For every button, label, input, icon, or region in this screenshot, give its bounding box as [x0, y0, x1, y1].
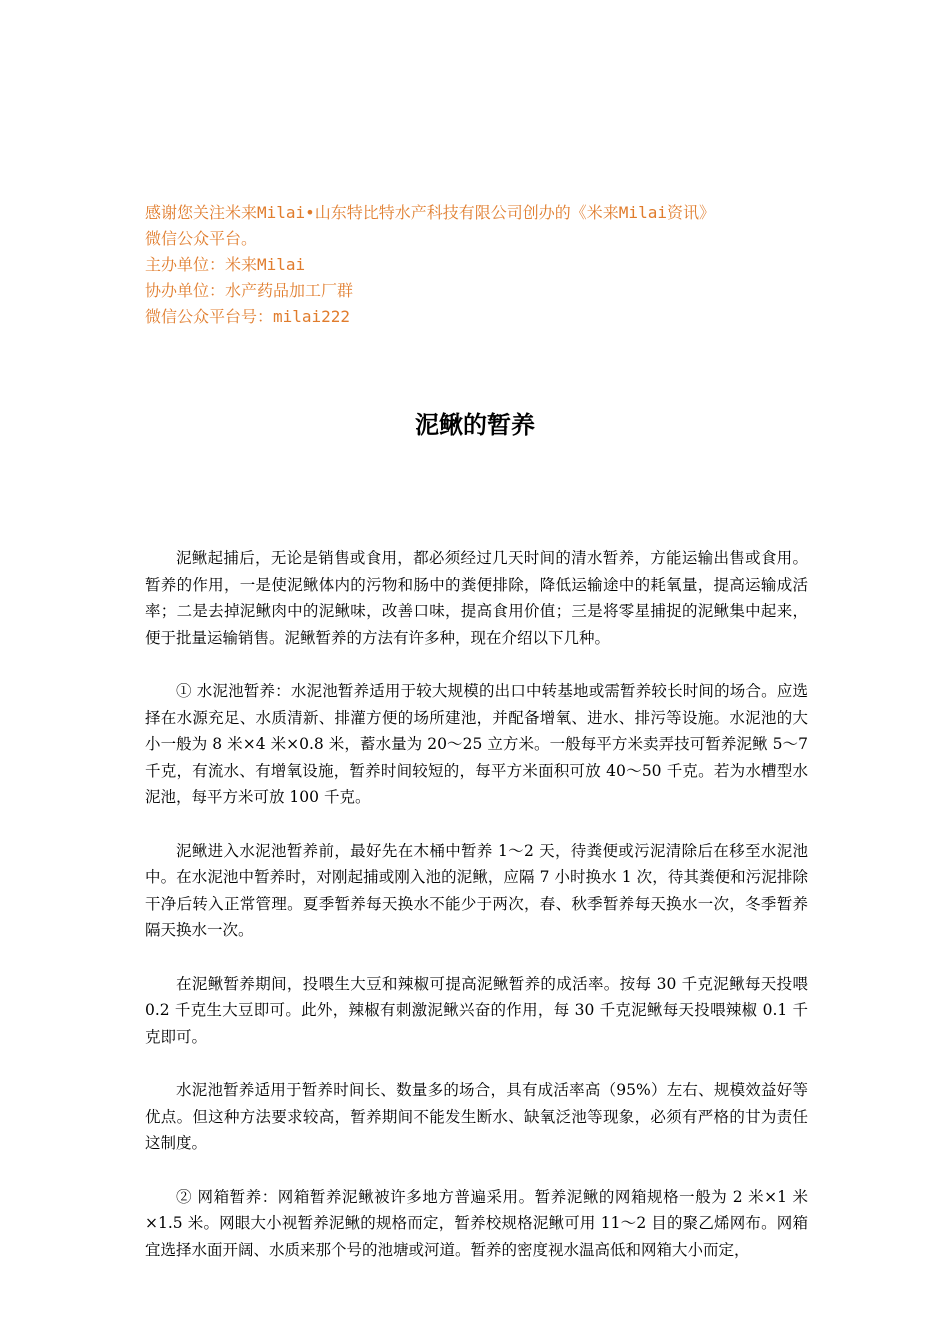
article-title: 泥鳅的暂养: [415, 410, 535, 439]
paragraph-cement-pool-summary: 水泥池暂养适用于暂养时间长、数量多的场合，具有成活率高（95%）左右、规模效益好等优点。但这种方法要求较高，暂养期间不能发生断水、缺氧泛池等现象，必须有严格的甘为责任这制度。: [145, 1081, 808, 1152]
publisher-header: [145, 200, 815, 330]
header-line-organizer: 主办单位：米来Milai: [145, 255, 306, 274]
paragraph-feeding: 在泥鳅暂养期间，投喂生大豆和辣椒可提高泥鳅暂养的成活率。按每 30 千克泥鳅每天投喂 0.2 千克生大豆即可。此外，辣椒有刺激泥鳅兴奋的作用，每 30 千克泥鳅每天投喂辣椒 0.1 千克即可。: [145, 974, 808, 1046]
header-line-thanks: 感谢您关注米来Milai•山东特比特水产科技有限公司创办的《米来Milai资讯》: [145, 203, 715, 222]
paragraph-intro: 泥鳅起捕后，无论是销售或食用，都必须经过几天时间的清水暂养，方能运输出售或食用。暂养的作用，一是使泥鳅体内的污物和肠中的粪便排除，降低运输途中的耗氧量，提高运输成活率；二是去掉泥鳅肉中的泥鳅味，改善口味，提高食用价值；三是将零星捕捉的泥鳅集中起来，便于批量运输销售。泥鳅暂养的方法有许多种，现在介绍以下几种。: [145, 549, 808, 647]
paragraph-net-cage: ② 网箱暂养：网箱暂养泥鳅被许多地方普遍采用。暂养泥鳅的网箱规格一般为 2 米×1 米×1.5 米。网眼大小视暂养泥鳅的规格而定，暂养校规格泥鳅可用 11～2 目的聚乙烯网布。网箱宜选择水面开阔、水质来那个号的池塘或河道。暂养的密度视水温高低和网箱大小而定，: [145, 1187, 808, 1259]
article-body: [145, 545, 808, 1290]
header-line-co-organizer: 协办单位：水产药品加工厂群: [145, 281, 354, 300]
header-line-account-id: 微信公众平台号：milai222: [145, 307, 351, 326]
paragraph-cement-pool-procedure: 泥鳅进入水泥池暂养前，最好先在木桶中暂养 1～2 天，待粪便或污泥清除后在移至水泥池中。在水泥池中暂养时，对刚起捕或刚入池的泥鳅，应隔 7 小时换水 1 次，待其粪便和污泥排除干净后转入正常管理。夏季暂养每天换水不能少于两次，春、秋季暂养每天换水一次，冬季暂养隔天换水一次。: [145, 841, 808, 939]
paragraph-cement-pool: ① 水泥池暂养：水泥池暂养适用于较大规模的出口中转基地或需暂养较长时间的场合。应选择在水源充足、水质清新、排灌方便的场所建池，并配备增氧、进水、排污等设施。水泥池的大小一般为 8 米×4 米×0.8 米，蓄水量为 20～25 立方米。一般每平方米卖弄技可暂养泥鳅 5～7 千克，有流水、有增氧设施，暂养时间较短的，每平方米面积可放 40～50 千克。若为水槽型水泥池，每平方米可放 100 千克。: [145, 682, 808, 806]
header-line-platform: 微信公众平台。: [145, 229, 258, 248]
